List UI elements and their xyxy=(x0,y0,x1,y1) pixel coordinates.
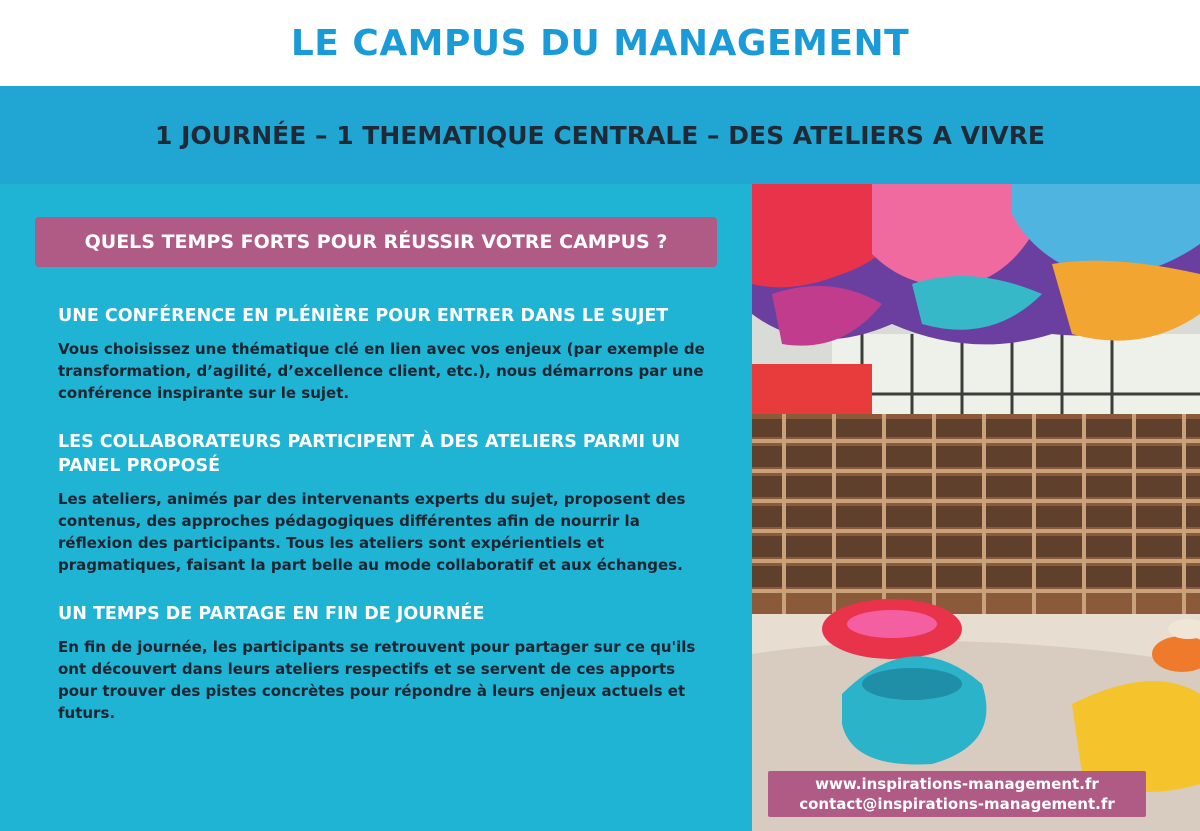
section-heading: UNE CONFÉRENCE EN PLÉNIÈRE POUR ENTRER DANS LE SUJET xyxy=(58,306,669,326)
section-sharing xyxy=(58,602,708,724)
highlight-label: QUELS TEMPS FORTS POUR RÉUSSIR VOTRE CAMPUS ? xyxy=(35,217,717,267)
library-illustration xyxy=(752,184,1200,831)
header xyxy=(0,0,1200,86)
section-heading: LES COLLABORATEURS PARTICIPENT À DES ATELIERS PARMI UN PANEL PROPOSÉ xyxy=(58,432,681,476)
library-illustration-svg xyxy=(752,184,1200,831)
section-heading: UN TEMPS DE PARTAGE EN FIN DE JOURNÉE xyxy=(58,604,485,624)
section-body: Vous choisissez une thématique clé en lien avec vos enjeux (par exemple de transformation, d’agilité, d’excellence client, etc.), nous démarrons par une conférence inspirante sur le sujet. xyxy=(58,340,705,402)
section-workshops xyxy=(58,430,708,576)
banner-subtitle: 1 JOURNÉE – 1 THEMATIQUE CENTRALE – DES ATELIERS A VIVRE xyxy=(155,120,1045,150)
content-panel xyxy=(0,184,752,831)
page-title: LE CAMPUS DU MANAGEMENT xyxy=(290,22,910,64)
subtitle-banner xyxy=(0,86,1200,184)
section-body: Les ateliers, animés par des intervenants experts du sujet, proposent des contenus, des approches pédagogiques différentes afin de nourrir la réflexion des participants. Tous les ateliers sont expérientiels et pragmatiques, faisant la part belle au mode collaboratif et aux échanges. xyxy=(58,490,686,574)
sections-list xyxy=(58,304,708,750)
section-body: En fin de journée, les participants se retrouvent pour partager sur ce qu'ils ont découvert dans leurs ateliers respectifs et se servent de ces apports pour trouver des pistes concrètes pour répondre à leurs enjeux actuels et futurs. xyxy=(58,638,696,722)
email-link[interactable]: contact@inspirations-management.fr xyxy=(799,795,1115,813)
section-conference xyxy=(58,304,708,404)
website-link[interactable]: www.inspirations-management.fr xyxy=(815,775,1099,793)
contact-box xyxy=(768,771,1146,817)
